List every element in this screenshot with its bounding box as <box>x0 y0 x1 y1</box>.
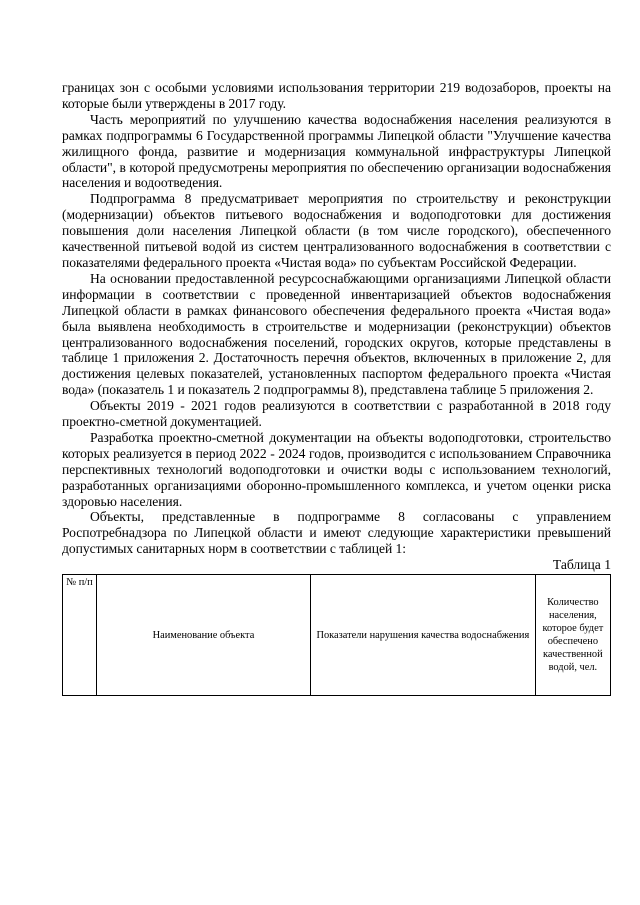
paragraph-1: границах зон с особыми условиями использования территории 219 водозаборов, проекты на которые были утверждены в 2017 году. <box>62 80 611 111</box>
paragraph-2: Часть мероприятий по улучшению качества водоснабжения населения реализуются в рамках подпрограммы 6 Государственной программы Липецкой области "Улучшение качества жилищного фонда, развитие и модернизация коммунальной инфраструктуры Липецкой области", в которой предусмотрены мероприятия по обеспечению организации водоснабжения населения и водоотведения. <box>62 111 611 191</box>
header-quality-indicators: Показатели нарушения качества водоснабжения <box>311 575 536 696</box>
header-population: Количество населения, которое будет обеспечено качественной водой, чел. <box>535 575 610 696</box>
paragraph-7: Объекты, представленные в подпрограмме 8 согласованы с управлением Роспотребнадзора по Липецкой области и имеют следующие характеристики превышений допустимых санитарных норм в соответствии с таблицей 1: <box>62 509 611 557</box>
header-number: № п/п <box>63 575 97 696</box>
paragraph-4: На основании предоставленной ресурсоснабжающими организациями Липецкой области информации в соответствии с проведенной инвентаризацией объектов водоснабжения Липецкой области в рамках финансового обеспечения федерального проекта «Чистая вода» была выявлена необходимость в строительстве и модернизации (реконструкции) объектов централизованного водоснабжения поселений, городских округов, которые представлены в таблице 1 приложения 2. Достаточность перечня объектов, включенных в приложение 2, для достижения целевых показателей, установленных паспортом федерального проекта «Чистая вода» (показатель 1 и показатель 2 подпрограммы 8), представлена таблице 5 приложения 2. <box>62 270 611 398</box>
paragraph-5: Объекты 2019 - 2021 годов реализуются в соответствии с разработанной в 2018 году проектно-сметной документацией. <box>62 398 611 430</box>
table-1 <box>62 574 611 696</box>
table-header-row <box>63 575 611 696</box>
paragraph-3: Подпрограмма 8 предусматривает мероприятия по строительству и реконструкции (модернизации) объектов питьевого водоснабжения и водоподготовки для достижения повышения доли населения Липецкой области (в том числе городского), обеспеченного качественной питьевой водой из систем централизованного водоснабжения в соответствии с показателями федерального проекта «Чистая вода» по субъектам Российской Федерации. <box>62 191 611 270</box>
paragraph-6: Разработка проектно-сметной документации на объекты водоподготовки, строительство которых реализуется в период 2022 - 2024 годов, производится с использованием Справочника перспективных технологий водоподготовки и очистки воды с использованием технологий, разработанных организациями оборонно-промышленного комплекса, и учетом оценки риска здоровью населения. <box>62 429 611 509</box>
document-page <box>62 80 611 696</box>
table-caption: Таблица 1 <box>552 557 611 573</box>
header-object-name: Наименование объекта <box>96 575 310 696</box>
